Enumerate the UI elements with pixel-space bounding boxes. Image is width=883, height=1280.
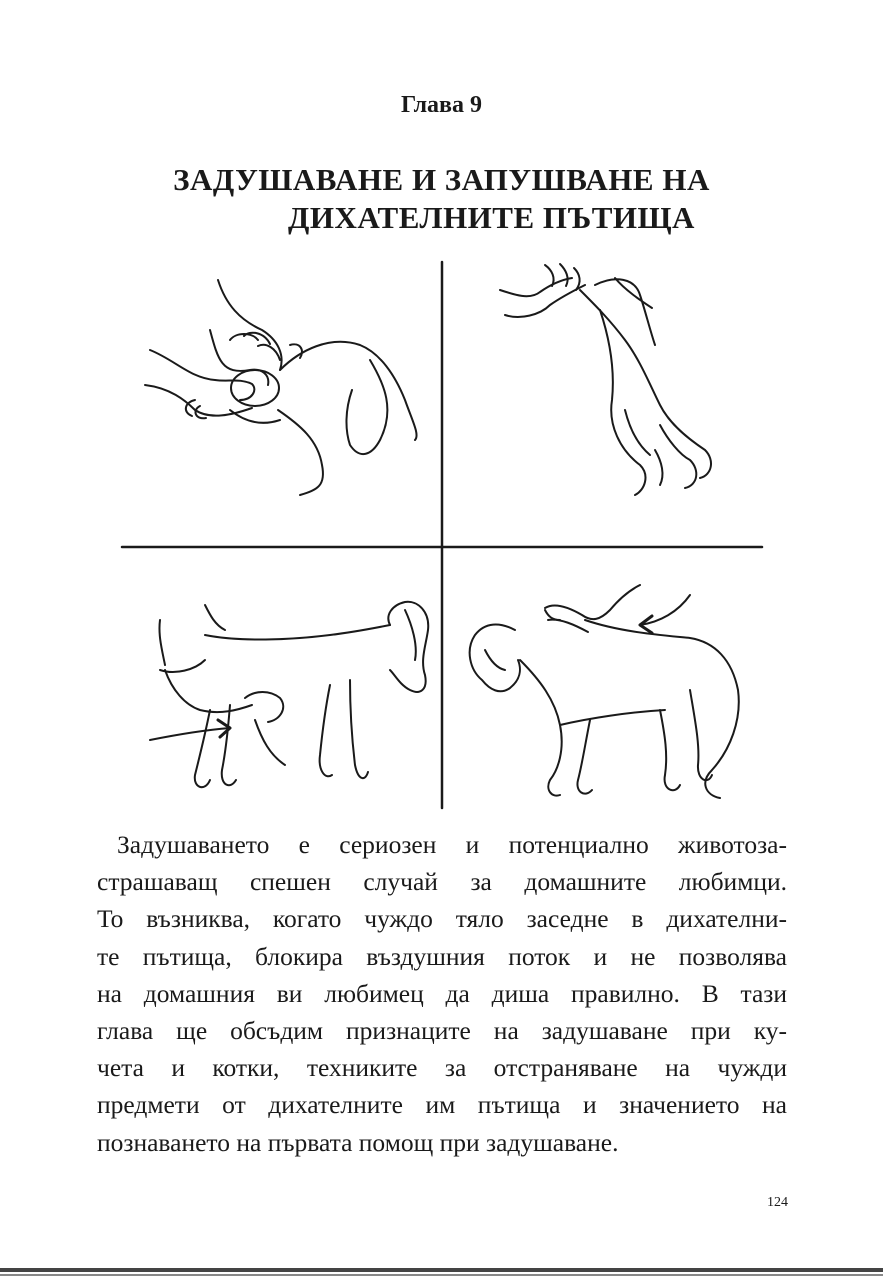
body-line: Задушаването е сериозен и потенциално животоза- <box>117 830 787 859</box>
body-line: чета и котки, техниките за отстраняване на чужди <box>97 1053 787 1083</box>
page-bottom-border <box>0 1268 883 1272</box>
body-line: познаването на първата помощ при задушаване. <box>97 1127 619 1157</box>
chapter-title-line-2: ДИХАТЕЛНИТЕ ПЪТИЩА <box>288 200 695 235</box>
body-line: глава ще обсъдим признаците на задушаване при ку- <box>97 1016 787 1046</box>
page-number: 124 <box>767 1195 788 1210</box>
chapter-title-line-1: ЗАДУШАВАНЕ И ЗАПУШВАНЕ НА <box>173 162 710 197</box>
panel-mouth-check <box>145 280 417 495</box>
page-bottom-border-shadow <box>0 1274 883 1276</box>
body-line: те пътища, блокира въздушния поток и не позволява <box>97 941 787 971</box>
panel-abdominal-thrust <box>150 602 428 787</box>
body-line: То възниква, когато чуждо тяло заседне в дихателни- <box>97 904 787 934</box>
panel-back-blows <box>470 585 739 798</box>
body-paragraph <box>97 826 787 1161</box>
first-aid-illustration <box>0 250 883 820</box>
body-line: страшаващ спешен случай за домашните любимци. <box>97 867 787 897</box>
panel-lift-hind-legs <box>500 264 711 495</box>
body-line: предмети от дихателните им пътища и значението на <box>97 1090 787 1120</box>
body-line: на домашния ви любимец да диша правилно. В тази <box>97 978 787 1008</box>
chapter-label: Глава 9 <box>401 92 482 118</box>
